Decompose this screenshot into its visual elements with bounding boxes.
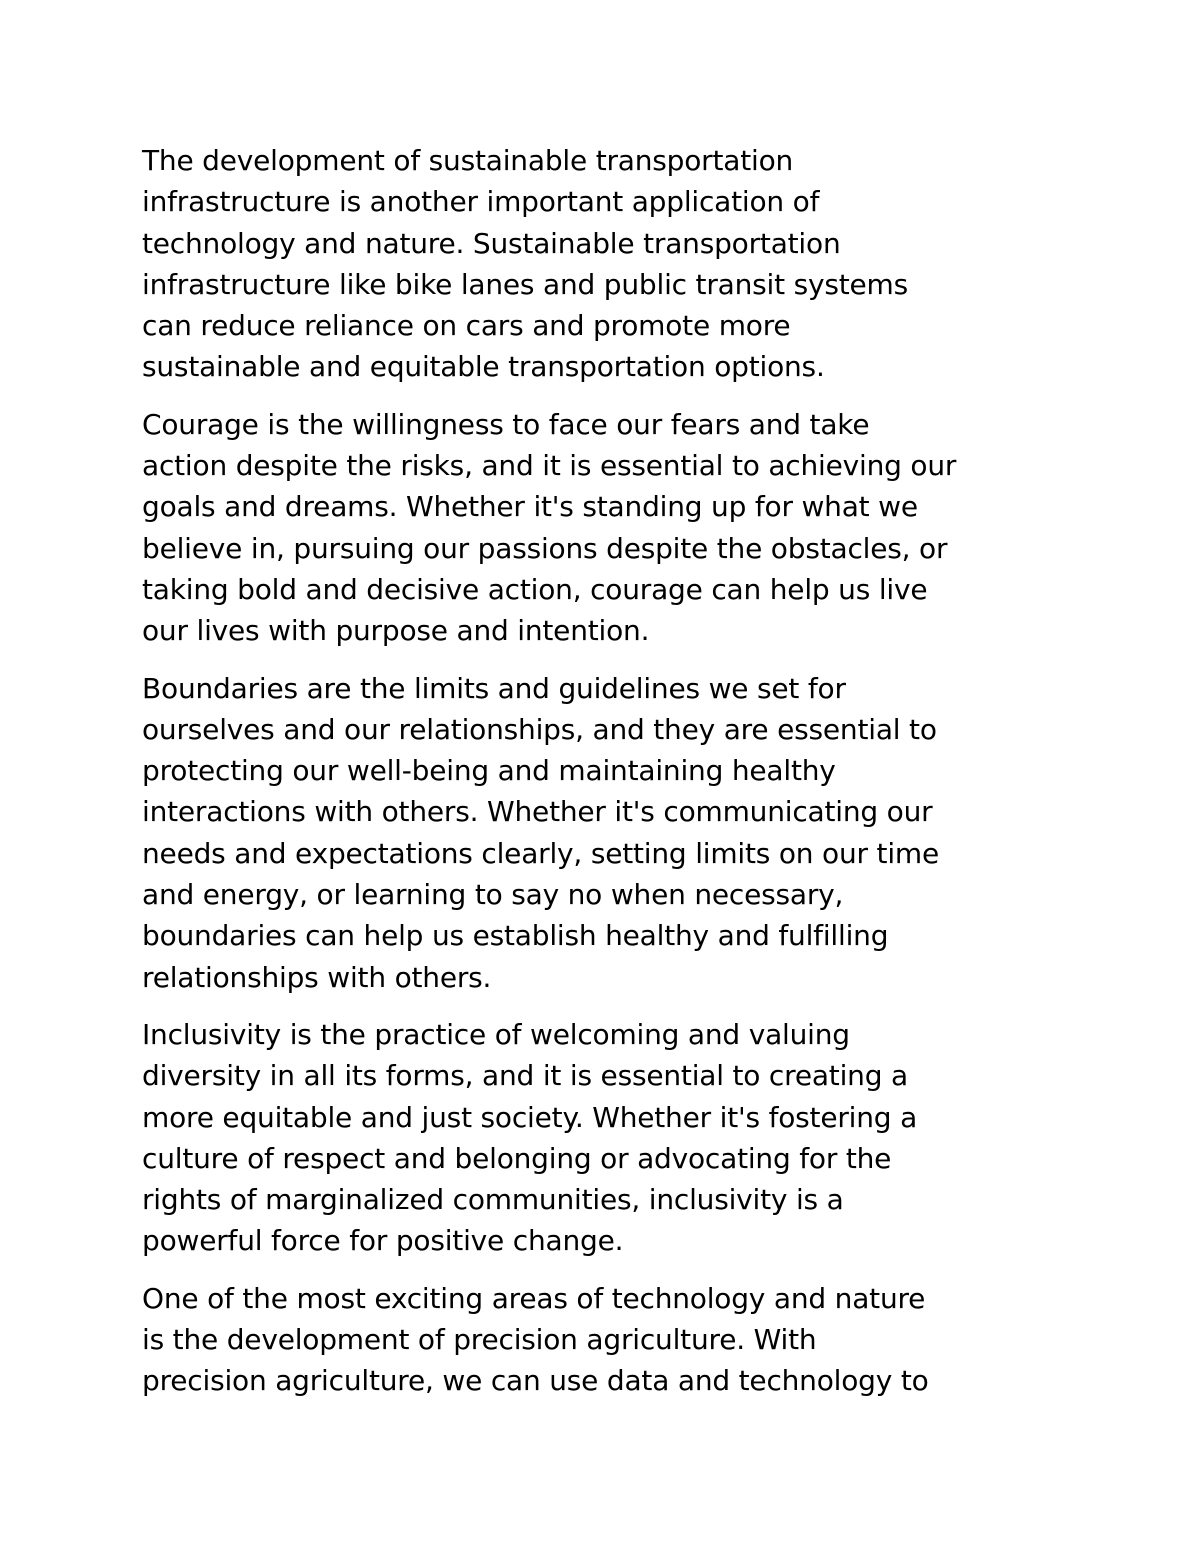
text-line: Boundaries are the limits and guidelines we set for — [142, 671, 846, 705]
text-line: powerful force for positive change. — [142, 1224, 624, 1258]
text-line: can reduce reliance on cars and promote more — [142, 309, 791, 343]
text-line: believe in, pursuing our passions despite the obstacles, or — [142, 531, 948, 565]
text-line: boundaries can help us establish healthy and fulfilling — [142, 919, 889, 953]
text-line: infrastructure is another important application of — [142, 185, 820, 219]
paragraph-courage — [142, 404, 1067, 652]
text-line: goals and dreams. Whether it's standing up for what we — [142, 490, 918, 524]
text-line: technology and nature. Sustainable transportation — [142, 226, 841, 260]
text-line: needs and expectations clearly, setting limits on our time — [142, 836, 939, 870]
paragraph-boundaries — [142, 668, 1067, 998]
text-line: is the development of precision agriculture. With — [142, 1323, 817, 1357]
text-line: diversity in all its forms, and it is essential to creating a — [142, 1059, 908, 1093]
paragraph-precision-agriculture — [142, 1278, 1067, 1402]
text-line: action despite the risks, and it is essential to achieving our — [142, 449, 957, 483]
text-line: relationships with others. — [142, 960, 492, 994]
text-line: protecting our well-being and maintaining healthy — [142, 754, 836, 788]
text-line: culture of respect and belonging or advocating for the — [142, 1141, 892, 1175]
text-line: precision agriculture, we can use data and technology to — [142, 1364, 929, 1398]
text-line: and energy, or learning to say no when necessary, — [142, 878, 844, 912]
text-line: sustainable and equitable transportation options. — [142, 350, 825, 384]
text-line: The development of sustainable transportation — [142, 144, 794, 177]
text-line: taking bold and decisive action, courage can help us live — [142, 572, 928, 606]
text-line: our lives with purpose and intention. — [142, 614, 650, 648]
text-line: rights of marginalized communities, inclusivity is a — [142, 1183, 844, 1217]
paragraph-inclusivity — [142, 1014, 1067, 1262]
paragraph-transportation — [142, 140, 1067, 388]
text-line: interactions with others. Whether it's communicating our — [142, 795, 933, 829]
text-line: infrastructure like bike lanes and public transit systems — [142, 267, 908, 301]
text-line: Inclusivity is the practice of welcoming and valuing — [142, 1017, 850, 1051]
document-body — [142, 140, 1067, 1418]
text-line: more equitable and just society. Whether it's fostering a — [142, 1100, 918, 1134]
text-line: One of the most exciting areas of technology and nature — [142, 1281, 926, 1315]
text-line: ourselves and our relationships, and they are essential to — [142, 712, 937, 746]
text-line: Courage is the willingness to face our fears and take — [142, 407, 870, 441]
